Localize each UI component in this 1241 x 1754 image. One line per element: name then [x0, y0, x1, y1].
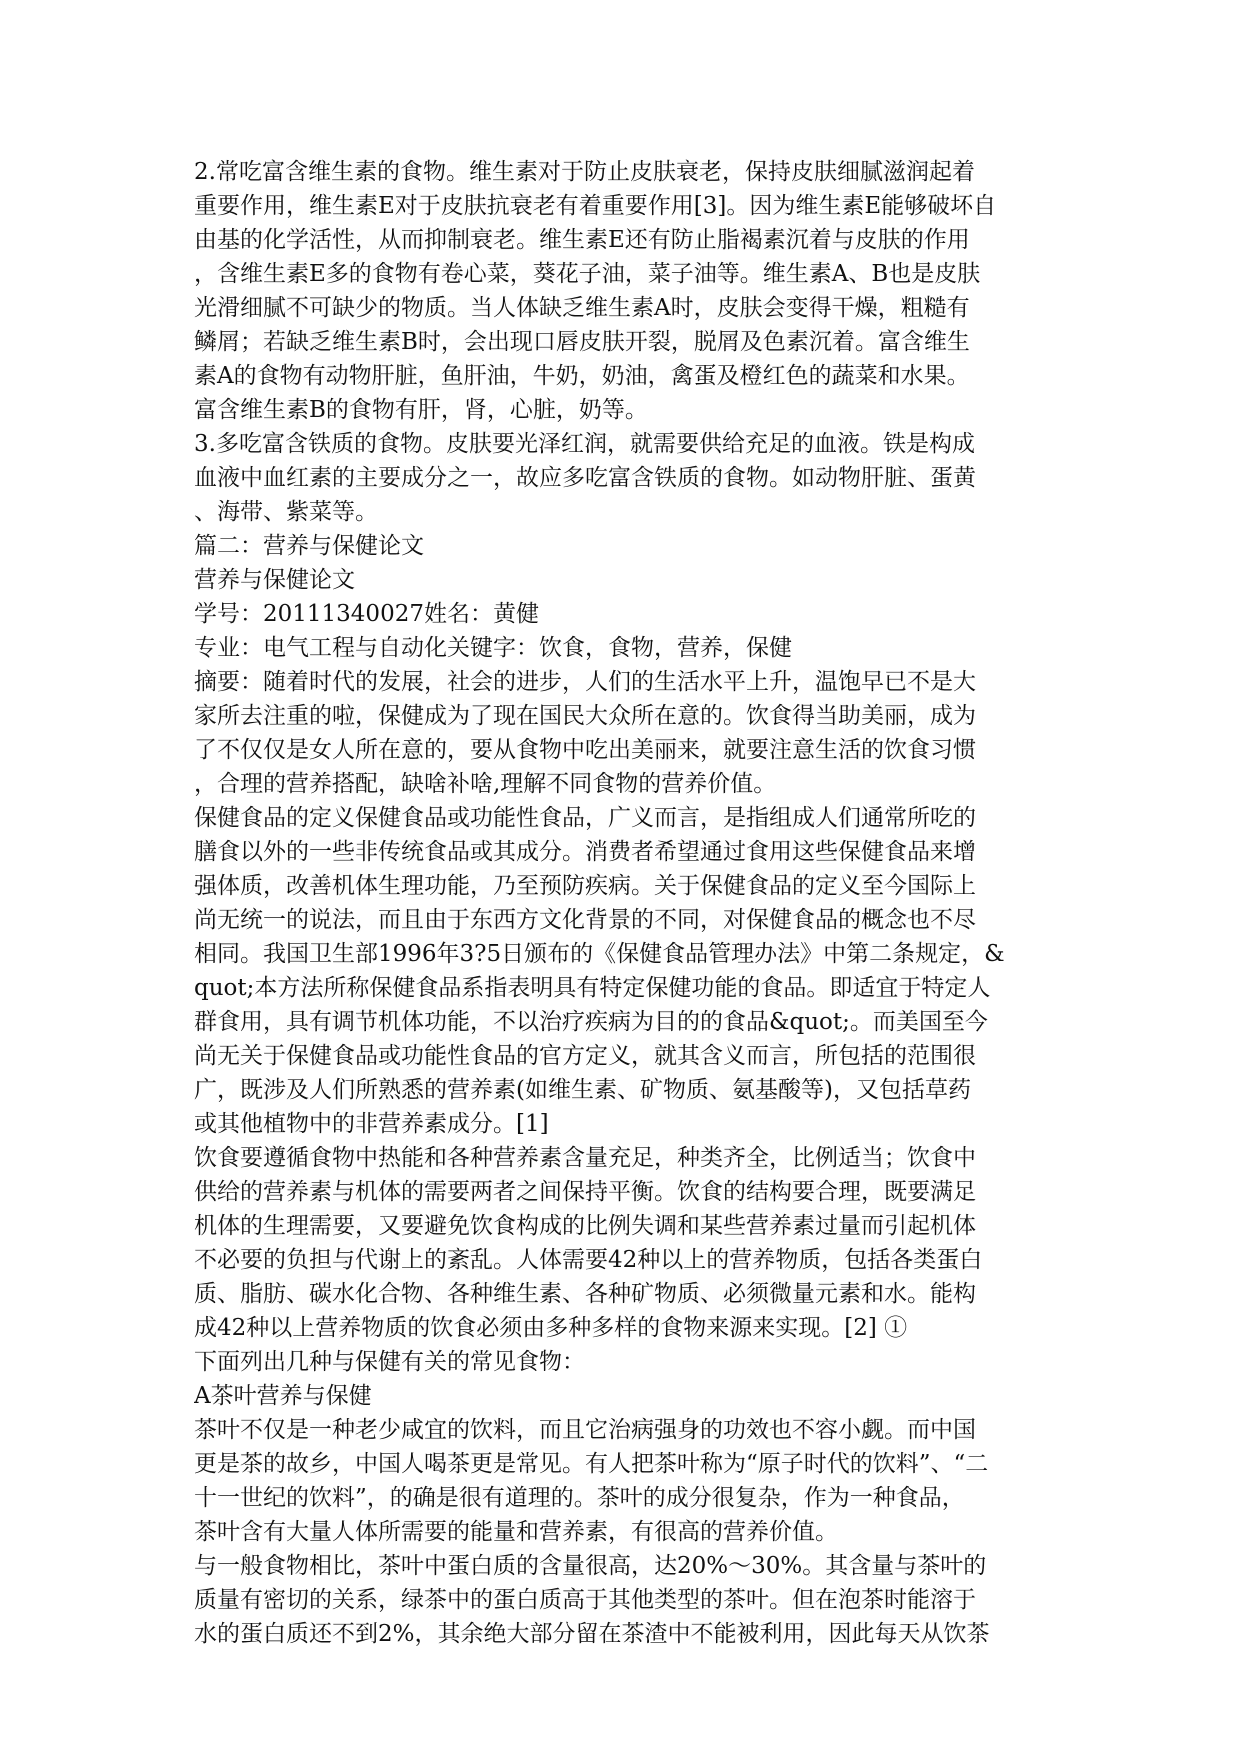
text-line: 由基的化学活性，从而抑制衰老。维生素E还有防止脂褐素沉着与皮肤的作用 — [194, 227, 970, 253]
text-line: 茶叶不仅是一种老少咸宜的饮料，而且它治病强身的功效也不容小觑。而中国 — [194, 1417, 976, 1443]
text-line: 广，既涉及人们所熟悉的营养素(如维生素、矿物质、氨基酸等)，又包括草药 — [194, 1077, 971, 1103]
text-line: 专业：电气工程与自动化关键字：饮食，食物，营养，保健 — [194, 635, 792, 661]
text-line: 成42种以上营养物质的饮食必须由多种多样的食物来源来实现。[2] ① — [194, 1315, 908, 1341]
text-line: 更是茶的故乡，中国人喝茶更是常见。有人把茶叶称为“原子时代的饮料”、“二 — [194, 1451, 989, 1477]
text-line: 鳞屑；若缺乏维生素B时，会出现口唇皮肤开裂，脱屑及色素沉着。富含维生 — [194, 329, 970, 355]
text-line: 质量有密切的关系，绿茶中的蛋白质高于其他类型的茶叶。但在泡茶时能溶于 — [194, 1587, 976, 1613]
text-line: 尚无统一的说法，而且由于东西方文化背景的不同，对保健食品的概念也不尽 — [194, 907, 976, 933]
text-line: 了不仅仅是女人所在意的，要从食物中吃出美丽来，就要注意生活的饮食习惯 — [194, 737, 976, 763]
text-line: 相同。我国卫生部1996年3?5日颁布的《保健食品管理办法》中第二条规定，& — [194, 941, 1005, 967]
text-line: 3.多吃富含铁质的食物。皮肤要光泽红润，就需要供给充足的血液。铁是构成 — [194, 431, 975, 457]
text-line: 尚无关于保健食品或功能性食品的官方定义，就其含义而言，所包括的范围很 — [194, 1043, 976, 1069]
text-line: A茶叶营养与保健 — [194, 1383, 372, 1409]
text-line: ，含维生素E多的食物有卷心菜，葵花子油，菜子油等。维生素A、B也是皮肤 — [194, 261, 981, 287]
text-line: 重要作用，维生素E对于皮肤抗衰老有着重要作用[3]。因为维生素E能够破坏自 — [194, 193, 997, 219]
text-line: 不必要的负担与代谢上的紊乱。人体需要42种以上的营养物质，包括各类蛋白 — [194, 1247, 983, 1273]
text-line: 机体的生理需要，又要避免饮食构成的比例失调和某些营养素过量而引起机体 — [194, 1213, 976, 1239]
text-line: 膳食以外的一些非传统食品或其成分。消费者希望通过食用这些保健食品来增 — [194, 839, 976, 865]
text-line: quot;本方法所称保健食品系指表明具有特定保健功能的食品。即适宜于特定人 — [194, 975, 991, 1001]
text-line: 光滑细腻不可缺少的物质。当人体缺乏维生素A时，皮肤会变得干燥，粗糙有 — [194, 295, 970, 321]
text-line: 下面列出几种与保健有关的常见食物： — [194, 1349, 585, 1375]
text-line: 或其他植物中的非营养素成分。[1] — [194, 1111, 549, 1137]
document-body — [194, 155, 1054, 1651]
text-line: 与一般食物相比，茶叶中蛋白质的含量很高，达20%～30%。其含量与茶叶的 — [194, 1553, 987, 1579]
text-line: 摘要：随着时代的发展，社会的进步，人们的生活水平上升，温饱早已不是大 — [194, 669, 976, 695]
text-line: 供给的营养素与机体的需要两者之间保持平衡。饮食的结构要合理，既要满足 — [194, 1179, 976, 1205]
text-line: 保健食品的定义保健食品或功能性食品，广义而言，是指组成人们通常所吃的 — [194, 805, 976, 831]
text-line: 饮食要遵循食物中热能和各种营养素含量充足，种类齐全，比例适当；饮食中 — [194, 1145, 976, 1171]
text-line: ，合理的营养搭配，缺啥补啥,理解不同食物的营养价值。 — [194, 771, 777, 797]
text-line: 质、脂肪、碳水化合物、各种维生素、各种矿物质、必须微量元素和水。能构 — [194, 1281, 976, 1307]
text-line: 水的蛋白质还不到2%，其余绝大部分留在茶渣中不能被利用，因此每天从饮茶 — [194, 1621, 990, 1647]
text-line: 富含维生素B的食物有肝，肾，心脏，奶等。 — [194, 397, 648, 423]
text-line: 营养与保健论文 — [194, 567, 355, 593]
text-line: 群食用，具有调节机体功能，不以治疗疾病为目的的食品&quot;。而美国至今 — [194, 1009, 988, 1035]
text-line: 学号：20111340027姓名：黄健 — [194, 601, 539, 627]
text-line: 2.常吃富含维生素的食物。维生素对于防止皮肤衰老，保持皮肤细腻滋润起着 — [194, 159, 975, 185]
text-line: 茶叶含有大量人体所需要的能量和营养素，有很高的营养价值。 — [194, 1519, 838, 1545]
text-line: 、海带、紫菜等。 — [194, 499, 378, 525]
text-line: 家所去注重的啦，保健成为了现在国民大众所在意的。饮食得当助美丽，成为 — [194, 703, 976, 729]
text-line: 素A的食物有动物肝脏，鱼肝油，牛奶，奶油，禽蛋及橙红色的蔬菜和水果。 — [194, 363, 970, 389]
text-line: 强体质，改善机体生理功能，乃至预防疾病。关于保健食品的定义至今国际上 — [194, 873, 976, 899]
text-line: 血液中血红素的主要成分之一，故应多吃富含铁质的食物。如动物肝脏、蛋黄 — [194, 465, 976, 491]
text-line: 十一世纪的饮料”，的确是很有道理的。茶叶的成分很复杂，作为一种食品， — [194, 1485, 965, 1511]
text-line: 篇二：营养与保健论文 — [194, 533, 424, 559]
